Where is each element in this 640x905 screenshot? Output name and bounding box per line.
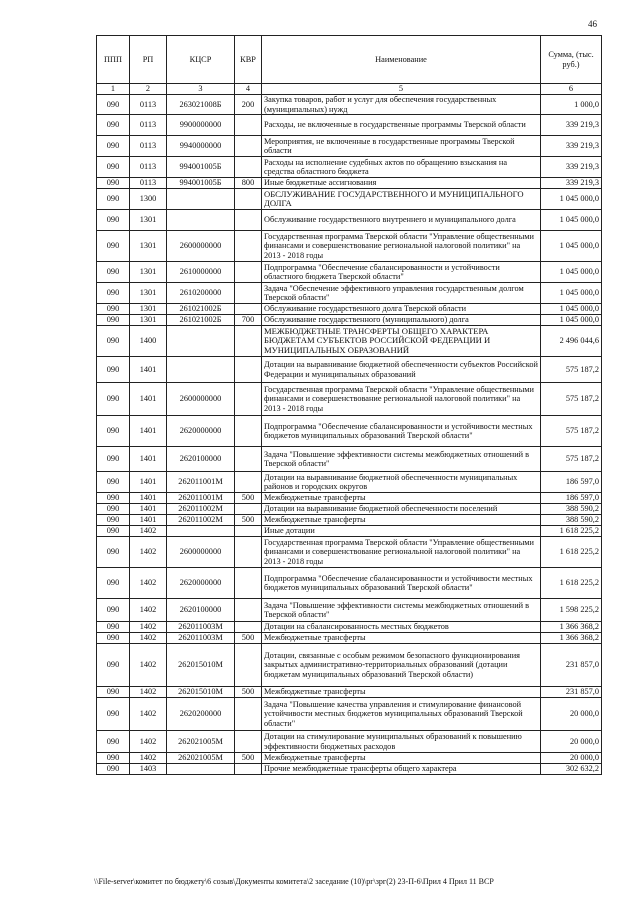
cell-name: Расходы, не включенные в государственные программы Тверской области	[262, 115, 541, 136]
cell-kcsr: 262021005М	[167, 753, 235, 764]
cell-ppp: 090	[97, 599, 130, 622]
cell-rp: 1402	[130, 753, 167, 764]
col-header-ppp: ППП	[97, 36, 130, 84]
cell-kcsr: 2620100000	[167, 447, 235, 472]
cell-kcsr: 2600000000	[167, 383, 235, 416]
cell-kcsr: 261021002Б	[167, 315, 235, 326]
cell-kvr	[235, 326, 262, 357]
cell-rp: 1301	[130, 315, 167, 326]
cell-kvr	[235, 383, 262, 416]
col-header-rp: РП	[130, 36, 167, 84]
cell-name: Иные дотации	[262, 526, 541, 537]
cell-kvr	[235, 568, 262, 599]
cell-name: ОБСЛУЖИВАНИЕ ГОСУДАРСТВЕННОГО И МУНИЦИПАЛЬНОГО ДОЛГА	[262, 189, 541, 210]
cell-rp: 0113	[130, 115, 167, 136]
cell-kcsr	[167, 210, 235, 231]
cell-kvr: 800	[235, 178, 262, 189]
cell-kcsr: 262015010М	[167, 644, 235, 687]
cell-kcsr: 2620200000	[167, 698, 235, 731]
table-row	[97, 753, 602, 764]
cell-name: Государственная программа Тверской области "Управление общественными финансами и совершенствование региональной налоговой политики" на 2013 - 2018 годы	[262, 231, 541, 262]
cell-ppp: 090	[97, 357, 130, 383]
cell-rp: 1402	[130, 644, 167, 687]
cell-name: Подпрограмма "Обеспечение сбалансированности и устойчивости местных бюджетов муниципальных образований Тверской области"	[262, 568, 541, 599]
table-row	[97, 515, 602, 526]
table-row	[97, 416, 602, 447]
cell-rp: 1401	[130, 515, 167, 526]
cell-ppp: 090	[97, 622, 130, 633]
cell-sum: 339 219,3	[541, 157, 602, 178]
cell-name: Расходы на исполнение судебных актов по обращению взыскания на средства областного бюджета	[262, 157, 541, 178]
table-row	[97, 262, 602, 283]
cell-rp: 0113	[130, 178, 167, 189]
cell-rp: 1402	[130, 537, 167, 568]
col-index: 4	[235, 84, 262, 95]
cell-ppp: 090	[97, 698, 130, 731]
cell-name: Дотации на стимулирование муниципальных образований к повышению эффективности бюджетных расходов	[262, 731, 541, 753]
cell-ppp: 090	[97, 447, 130, 472]
cell-rp: 1401	[130, 504, 167, 515]
cell-rp: 1401	[130, 472, 167, 493]
cell-name: Межбюджетные трансферты	[262, 687, 541, 698]
cell-ppp: 090	[97, 326, 130, 357]
cell-name: Обслуживание государственного долга Тверской области	[262, 304, 541, 315]
cell-kcsr: 2600000000	[167, 537, 235, 568]
cell-ppp: 090	[97, 568, 130, 599]
cell-kcsr: 262011001М	[167, 493, 235, 504]
cell-kcsr: 2620000000	[167, 416, 235, 447]
cell-kcsr: 262011002М	[167, 504, 235, 515]
cell-ppp: 090	[97, 136, 130, 157]
cell-kvr: 500	[235, 633, 262, 644]
cell-kvr	[235, 136, 262, 157]
cell-name: Задача "Повышение качества управления и стимулирование финансовой устойчивости местных бюджетов муниципальных образований Тверской области"	[262, 698, 541, 731]
cell-ppp: 090	[97, 210, 130, 231]
cell-kvr	[235, 416, 262, 447]
table-row	[97, 526, 602, 537]
cell-kvr	[235, 526, 262, 537]
cell-rp: 1401	[130, 383, 167, 416]
cell-rp: 1402	[130, 599, 167, 622]
cell-kvr	[235, 262, 262, 283]
cell-name: Дотации на выравнивание бюджетной обеспеченности поселений	[262, 504, 541, 515]
table-row	[97, 357, 602, 383]
cell-kcsr: 994001005Б	[167, 157, 235, 178]
table-row	[97, 698, 602, 731]
page-number: 46	[588, 19, 597, 29]
cell-name: Дотации на выравнивание бюджетной обеспеченности субъектов Российской Федерации и муниципальных образований	[262, 357, 541, 383]
cell-rp: 1401	[130, 447, 167, 472]
cell-sum: 2 496 044,6	[541, 326, 602, 357]
table-row	[97, 231, 602, 262]
cell-kcsr: 262011003М	[167, 633, 235, 644]
cell-sum: 231 857,0	[541, 644, 602, 687]
table-body	[97, 95, 602, 775]
cell-ppp: 090	[97, 416, 130, 447]
cell-sum: 575 187,2	[541, 447, 602, 472]
cell-rp: 0113	[130, 157, 167, 178]
cell-sum: 1 045 000,0	[541, 189, 602, 210]
cell-name: МЕЖБЮДЖЕТНЫЕ ТРАНСФЕРТЫ ОБЩЕГО ХАРАКТЕРА БЮДЖЕТАМ СУБЪЕКТОВ РОССИЙСКОЙ ФЕДЕРАЦИИ И МУНИЦИПАЛЬНЫХ ОБРАЗОВАНИЙ	[262, 326, 541, 357]
cell-ppp: 090	[97, 537, 130, 568]
cell-kvr	[235, 157, 262, 178]
cell-kvr	[235, 504, 262, 515]
cell-rp: 1402	[130, 568, 167, 599]
cell-sum: 1 598 225,2	[541, 599, 602, 622]
cell-kvr: 500	[235, 687, 262, 698]
table-row	[97, 157, 602, 178]
cell-ppp: 090	[97, 283, 130, 304]
table-row	[97, 599, 602, 622]
cell-ppp: 090	[97, 304, 130, 315]
cell-kcsr: 262021005М	[167, 731, 235, 753]
cell-kcsr: 262011003М	[167, 622, 235, 633]
cell-name: Прочие межбюджетные трансферты общего характера	[262, 764, 541, 775]
cell-kvr	[235, 283, 262, 304]
cell-rp: 1301	[130, 210, 167, 231]
cell-name: Обслуживание государственного (муниципального) долга	[262, 315, 541, 326]
cell-kvr	[235, 644, 262, 687]
cell-ppp: 090	[97, 504, 130, 515]
cell-name: Подпрограмма "Обеспечение сбалансированности и устойчивости местных бюджетов муниципальных образований Тверской области"	[262, 416, 541, 447]
cell-sum: 302 632,2	[541, 764, 602, 775]
table-row	[97, 537, 602, 568]
cell-ppp: 090	[97, 231, 130, 262]
table-row	[97, 189, 602, 210]
cell-kvr	[235, 304, 262, 315]
cell-sum: 1 618 225,2	[541, 568, 602, 599]
table-row	[97, 504, 602, 515]
cell-name: Задача "Повышение эффективности системы межбюджетных отношений в Тверской области"	[262, 599, 541, 622]
cell-name: Государственная программа Тверской области "Управление общественными финансами и совершенствование региональной налоговой политики" на 2013 - 2018 годы	[262, 537, 541, 568]
cell-name: Иные бюджетные ассигнования	[262, 178, 541, 189]
cell-kcsr: 2620100000	[167, 599, 235, 622]
cell-sum: 20 000,0	[541, 698, 602, 731]
cell-name: Задача "Повышение эффективности системы межбюджетных отношений в Тверской области"	[262, 447, 541, 472]
table-row	[97, 568, 602, 599]
cell-name: Дотации, связанные с особым режимом безопасного функционирования закрытых административно-территориальных образований (дотации бюджетам муниципальных образований Тверской области)	[262, 644, 541, 687]
cell-kvr: 200	[235, 95, 262, 115]
cell-ppp: 090	[97, 178, 130, 189]
cell-kcsr: 262011002М	[167, 515, 235, 526]
table-row	[97, 493, 602, 504]
cell-sum: 186 597,0	[541, 493, 602, 504]
table-row	[97, 687, 602, 698]
cell-name: Межбюджетные трансферты	[262, 493, 541, 504]
col-header-kcsr: КЦСР	[167, 36, 235, 84]
cell-name: Межбюджетные трансферты	[262, 753, 541, 764]
cell-sum: 339 219,3	[541, 136, 602, 157]
cell-sum: 20 000,0	[541, 731, 602, 753]
cell-kvr	[235, 231, 262, 262]
cell-rp: 1401	[130, 493, 167, 504]
table-row	[97, 731, 602, 753]
cell-kvr	[235, 447, 262, 472]
table-row	[97, 326, 602, 357]
cell-kcsr	[167, 189, 235, 210]
cell-kvr: 500	[235, 753, 262, 764]
cell-kcsr: 2600000000	[167, 231, 235, 262]
col-header-name: Наименование	[262, 36, 541, 84]
cell-rp: 1301	[130, 283, 167, 304]
cell-sum: 1 366 368,2	[541, 622, 602, 633]
cell-kcsr: 9940000000	[167, 136, 235, 157]
cell-name: Дотации на выравнивание бюджетной обеспеченности муниципальных районов и городских округов	[262, 472, 541, 493]
cell-rp: 0113	[130, 136, 167, 157]
cell-ppp: 090	[97, 644, 130, 687]
cell-rp: 1402	[130, 731, 167, 753]
cell-sum: 339 219,3	[541, 178, 602, 189]
cell-ppp: 090	[97, 262, 130, 283]
table-row	[97, 447, 602, 472]
cell-kcsr	[167, 526, 235, 537]
cell-ppp: 090	[97, 472, 130, 493]
cell-rp: 0113	[130, 95, 167, 115]
table-row	[97, 315, 602, 326]
cell-rp: 1301	[130, 262, 167, 283]
cell-sum: 339 219,3	[541, 115, 602, 136]
cell-ppp: 090	[97, 157, 130, 178]
cell-kcsr: 994001005Б	[167, 178, 235, 189]
file-path-footer: \\File-server\комитет по бюджету\6 созыв\Документы комитета\2 заседание (10)\рг\зрг(2) 23-П-6\Прил 4 Прил 11 ВСР	[94, 877, 494, 886]
cell-sum: 575 187,2	[541, 357, 602, 383]
cell-sum: 388 590,2	[541, 504, 602, 515]
table-row	[97, 115, 602, 136]
cell-kvr	[235, 189, 262, 210]
cell-ppp: 090	[97, 315, 130, 326]
cell-ppp: 090	[97, 189, 130, 210]
cell-ppp: 090	[97, 515, 130, 526]
cell-sum: 388 590,2	[541, 515, 602, 526]
cell-kvr	[235, 115, 262, 136]
col-index: 2	[130, 84, 167, 95]
cell-ppp: 090	[97, 753, 130, 764]
cell-sum: 575 187,2	[541, 416, 602, 447]
cell-name: Межбюджетные трансферты	[262, 633, 541, 644]
cell-sum: 1 045 000,0	[541, 283, 602, 304]
cell-rp: 1301	[130, 231, 167, 262]
cell-name: Обслуживание государственного внутреннего и муниципального долга	[262, 210, 541, 231]
cell-ppp: 090	[97, 383, 130, 416]
cell-name: Межбюджетные трансферты	[262, 515, 541, 526]
col-index: 3	[167, 84, 235, 95]
cell-ppp: 090	[97, 115, 130, 136]
cell-kcsr	[167, 357, 235, 383]
table-row	[97, 644, 602, 687]
cell-name: Подпрограмма "Обеспечение сбалансированности и устойчивости областного бюджета Тверской области"	[262, 262, 541, 283]
budget-table	[96, 35, 602, 775]
cell-kcsr: 9900000000	[167, 115, 235, 136]
table-row	[97, 95, 602, 115]
cell-kcsr: 2610200000	[167, 283, 235, 304]
cell-rp: 1402	[130, 698, 167, 731]
cell-kcsr: 2620000000	[167, 568, 235, 599]
cell-kvr	[235, 731, 262, 753]
cell-ppp: 090	[97, 493, 130, 504]
table-row	[97, 383, 602, 416]
cell-kvr	[235, 210, 262, 231]
cell-ppp: 090	[97, 731, 130, 753]
cell-rp: 1402	[130, 633, 167, 644]
col-header-sum: Сумма, (тыс. руб.)	[541, 36, 602, 84]
cell-sum: 1 045 000,0	[541, 210, 602, 231]
cell-name: Государственная программа Тверской области "Управление общественными финансами и совершенствование региональной налоговой политики" на 2013 - 2018 годы	[262, 383, 541, 416]
cell-name: Задача "Обеспечение эффективного управления государственным долгом Тверской области"	[262, 283, 541, 304]
cell-kcsr	[167, 764, 235, 775]
table-row	[97, 633, 602, 644]
col-index: 1	[97, 84, 130, 95]
cell-kcsr: 261021002Б	[167, 304, 235, 315]
column-index-row	[97, 84, 602, 95]
col-header-kvr: КВР	[235, 36, 262, 84]
cell-rp: 1401	[130, 357, 167, 383]
table-row	[97, 283, 602, 304]
cell-rp: 1402	[130, 622, 167, 633]
table-row	[97, 210, 602, 231]
cell-kcsr	[167, 326, 235, 357]
cell-kvr	[235, 357, 262, 383]
cell-rp: 1300	[130, 189, 167, 210]
cell-kcsr: 263021008Б	[167, 95, 235, 115]
cell-sum: 1 045 000,0	[541, 315, 602, 326]
cell-rp: 1403	[130, 764, 167, 775]
table-row	[97, 472, 602, 493]
cell-ppp: 090	[97, 764, 130, 775]
cell-rp: 1400	[130, 326, 167, 357]
cell-kvr	[235, 622, 262, 633]
cell-kvr	[235, 698, 262, 731]
table-row	[97, 136, 602, 157]
header-row	[97, 36, 602, 84]
cell-ppp: 090	[97, 687, 130, 698]
cell-sum: 231 857,0	[541, 687, 602, 698]
cell-ppp: 090	[97, 95, 130, 115]
cell-ppp: 090	[97, 526, 130, 537]
cell-sum: 20 000,0	[541, 753, 602, 764]
cell-sum: 1 618 225,2	[541, 537, 602, 568]
cell-kvr	[235, 764, 262, 775]
cell-kvr	[235, 537, 262, 568]
cell-kvr: 500	[235, 515, 262, 526]
cell-kvr: 500	[235, 493, 262, 504]
table-row	[97, 622, 602, 633]
cell-kvr: 700	[235, 315, 262, 326]
cell-sum: 1 618 225,2	[541, 526, 602, 537]
col-index: 6	[541, 84, 602, 95]
cell-kcsr: 262015010М	[167, 687, 235, 698]
cell-name: Дотации на сбалансированность местных бюджетов	[262, 622, 541, 633]
cell-sum: 1 045 000,0	[541, 231, 602, 262]
cell-sum: 1 045 000,0	[541, 262, 602, 283]
cell-sum: 1 045 000,0	[541, 304, 602, 315]
cell-sum: 186 597,0	[541, 472, 602, 493]
cell-kcsr: 2610000000	[167, 262, 235, 283]
cell-rp: 1301	[130, 304, 167, 315]
cell-kvr	[235, 599, 262, 622]
table-row	[97, 764, 602, 775]
cell-kcsr: 262011001М	[167, 472, 235, 493]
table-row	[97, 178, 602, 189]
cell-ppp: 090	[97, 633, 130, 644]
cell-rp: 1402	[130, 526, 167, 537]
cell-sum: 1 366 368,2	[541, 633, 602, 644]
col-index: 5	[262, 84, 541, 95]
table-row	[97, 304, 602, 315]
cell-rp: 1402	[130, 687, 167, 698]
cell-kvr	[235, 472, 262, 493]
cell-sum: 1 000,0	[541, 95, 602, 115]
cell-name: Мероприятия, не включенные в государственные программы Тверской области	[262, 136, 541, 157]
cell-rp: 1401	[130, 416, 167, 447]
cell-name: Закупка товаров, работ и услуг для обеспечения государственных (муниципальных) нужд	[262, 95, 541, 115]
cell-sum: 575 187,2	[541, 383, 602, 416]
